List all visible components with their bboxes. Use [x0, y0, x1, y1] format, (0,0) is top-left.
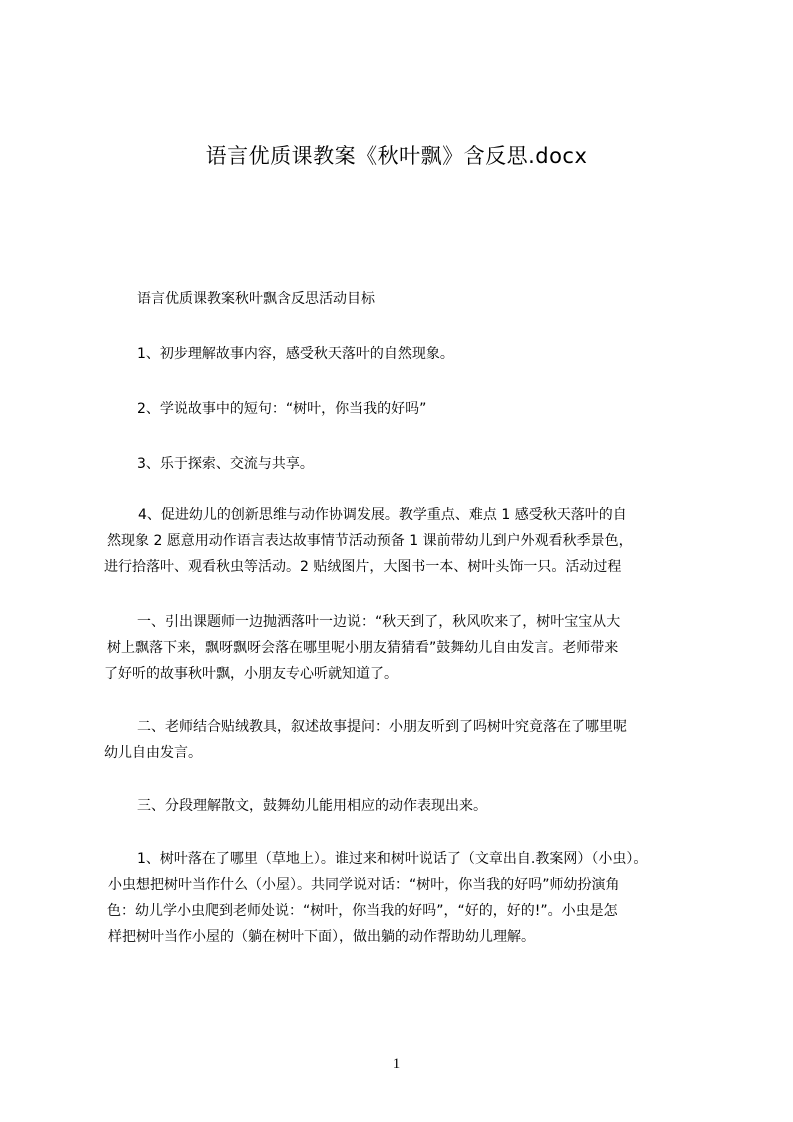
text-line: 二、老师结合贴绒教具，叙述故事提问：小朋友听到了吗树叶究竟落在了哪里呢: [137, 719, 627, 735]
text-line: 三、分段理解散文，鼓舞幼儿能用相应的动作表现出来。: [137, 798, 487, 814]
paragraph-activity-goals: [137, 286, 757, 312]
paragraph-goal-2: [137, 396, 757, 422]
text-line: 进行拾落叶、观看秋虫等活动。2 贴绒图片，大图书一本、树叶头饰一只。活动过程: [104, 559, 622, 575]
text-line: 2、学说故事中的短句：“树叶，你当我的好吗”: [137, 401, 427, 417]
text-line: 小虫想把树叶当作什么（小屋）。共同学说对话：“树叶，你当我的好吗”师幼扮演角: [108, 877, 620, 893]
text-line: 4、促进幼儿的创新思维与动作协调发展。教学重点、难点 1 感受秋天落叶的自: [138, 507, 627, 523]
text-line: 3、乐于探索、交流与共享。: [137, 456, 314, 472]
paragraph-section-three: [137, 793, 757, 819]
paragraph-goal-4: [104, 502, 724, 580]
text-line: 了好听的故事秋叶飘，小朋友专心听就知道了。: [104, 666, 398, 682]
text-line: 1、初步理解故事内容，感受秋天落叶的自然现象。: [137, 346, 454, 362]
paragraph-section-two: [104, 714, 724, 766]
text-line: 树上飘落下来，飘呀飘呀会落在哪里呢小朋友猜猜看”鼓舞幼儿自由发言。老师带来: [107, 640, 619, 656]
text-line: 一、引出课题师一边抛洒落叶一边说：“秋天到了，秋风吹来了，树叶宝宝从大: [137, 614, 621, 630]
text-line: 然现象 2 愿意用动作语言表达故事情节活动预备 1 课前带幼儿到户外观看秋季景色，: [107, 533, 633, 549]
page-number: 1: [392, 1056, 401, 1072]
paragraph-section-one: [104, 609, 724, 687]
document-title: 语言优质课教案《秋叶飘》含反思.docx: [205, 144, 588, 168]
paragraph-goal-3: [137, 451, 757, 477]
text-line: 样把树叶当作小屋的（躺在树叶下面），做出躺的动作帮助幼儿理解。: [108, 929, 535, 945]
text-line: 1、树叶落在了哪里（草地上）。谁过来和树叶说话了（文章出自.教案网）（小虫）。: [137, 851, 648, 867]
text-line: 色：幼儿学小虫爬到老师处说：“树叶，你当我的好吗”，“好的，好的!”。小虫是怎: [107, 903, 618, 919]
paragraph-goal-1: [137, 341, 757, 367]
text-line: 幼儿自由发言。: [104, 745, 202, 761]
paragraph-story-part-1: [104, 846, 724, 950]
text-line: 语言优质课教案秋叶飘含反思活动目标: [137, 291, 375, 307]
